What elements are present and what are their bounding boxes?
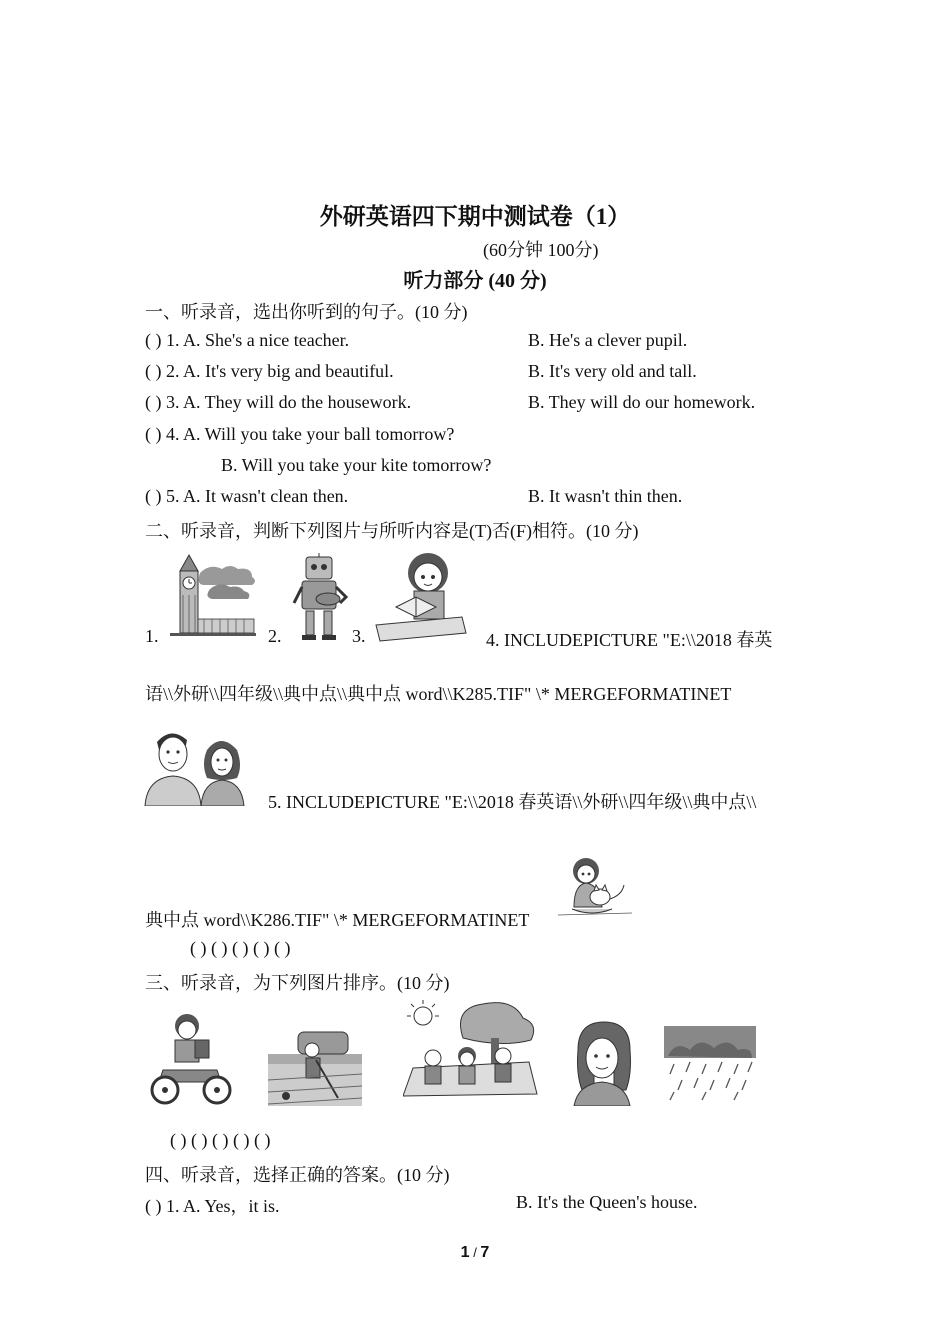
q4-option-b: B. Will you take your kite tomorrow? [221, 455, 492, 475]
total-pages: 7 [480, 1244, 490, 1261]
q1-option-a: ( ) 1. A. She's a nice teacher. [145, 330, 350, 350]
big-ben-icon [160, 553, 256, 641]
q3-option-a: ( ) 3. A. They will do the housework. [145, 392, 412, 412]
page-number [0, 1244, 950, 1262]
part2-num-4-line2: 语\\外研\\四年级\\典中点\\典中点 word\\K285.TIF" \* MERGEFORMATINET [145, 684, 732, 704]
part2-heading: 二、听录音，判断下列图片与所听内容是(T)否(F)相符。(10 分) [145, 521, 639, 541]
part2-num-1: 1. [145, 626, 159, 646]
boy-on-motorbike-icon [147, 1012, 233, 1106]
part4-heading: 四、听录音，选择正确的答案。(10 分) [145, 1165, 450, 1185]
part2-num-4-line1: 4. INCLUDEPICTURE "E:\\2018 春英 [486, 630, 773, 650]
part2-answer-brackets: ( ) ( ) ( ) ( ) ( ) [190, 938, 291, 958]
part3-heading: 三、听录音，为下列图片排序。(10 分) [145, 973, 450, 993]
q1-option-b: B. He's a clever pupil. [528, 330, 688, 350]
q3-option-b: B. They will do our homework. [528, 392, 756, 412]
section-title: 听力部分 (40 分) [403, 270, 547, 292]
page-title: 外研英语四下期中测试卷（1） [319, 204, 631, 229]
part2-num-3: 3. [352, 626, 366, 646]
girl-reading-icon [370, 547, 468, 643]
man-and-woman-icon [143, 728, 247, 806]
girl-with-cat-icon [556, 855, 634, 921]
q5-option-b: B. It wasn't thin then. [528, 486, 683, 506]
page-separator: / [469, 1245, 481, 1260]
part1-heading: 一、听录音，选出你听到的句子。(10 分) [145, 302, 468, 322]
part4-q1-option-a: ( ) 1. A. Yes，it is. [145, 1196, 280, 1216]
boy-cleaning-room-icon [268, 1030, 362, 1106]
exam-duration-score: (60分钟 100分) [483, 240, 599, 260]
children-picnic-icon [403, 998, 539, 1098]
part2-num-5-line1: 5. INCLUDEPICTURE "E:\\2018 春英语\\外研\\四年级\\典中点\\ [268, 792, 757, 812]
part4-q1-option-b: B. It's the Queen's house. [516, 1192, 698, 1212]
robot-icon [288, 553, 350, 641]
part2-num-2: 2. [268, 626, 282, 646]
part3-answer-brackets: ( ) ( ) ( ) ( ) ( ) [170, 1130, 271, 1150]
q5-option-a: ( ) 5. A. It wasn't clean then. [145, 486, 349, 506]
q2-option-b: B. It's very old and tall. [528, 361, 697, 381]
q2-option-a: ( ) 2. A. It's very big and beautiful. [145, 361, 394, 381]
current-page: 1 [460, 1244, 470, 1261]
part2-num-5-line2: 典中点 word\\K286.TIF" \* MERGEFORMATINET [145, 910, 530, 930]
rain-cloud-icon [664, 1026, 756, 1102]
q4-option-a: ( ) 4. A. Will you take your ball tomorrow? [145, 424, 455, 444]
girl-portrait-icon [568, 1020, 636, 1106]
